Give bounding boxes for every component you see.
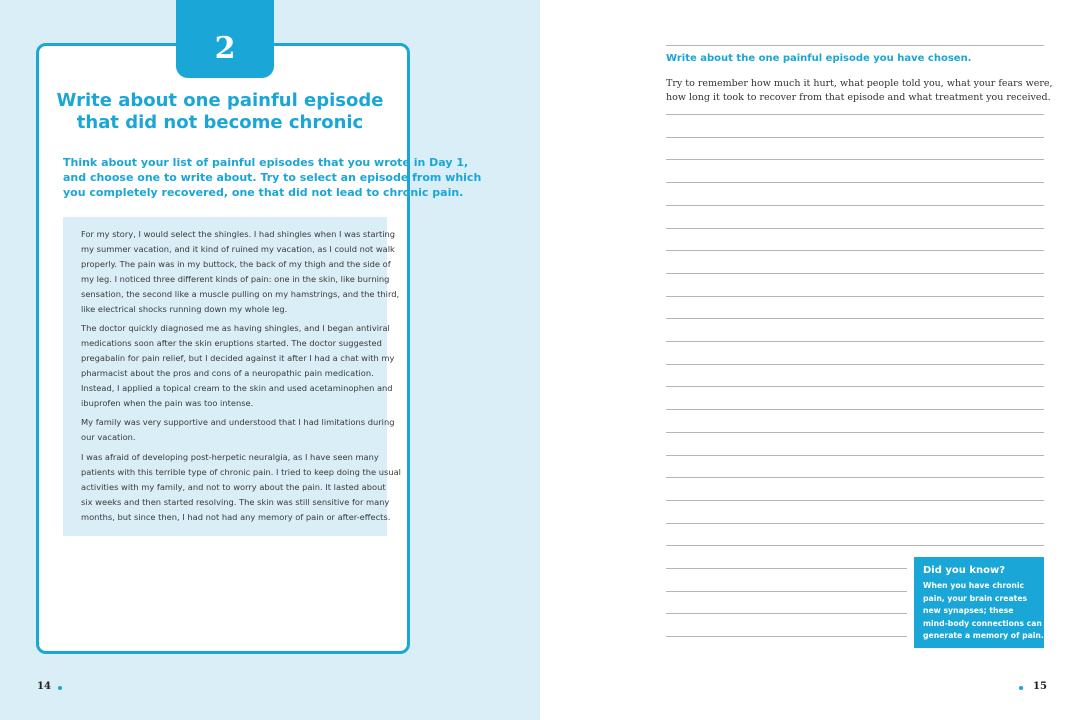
- writing-line: [666, 159, 1044, 160]
- writing-line: [666, 386, 1044, 387]
- story-line: medications soon after the skin eruptions started. The doctor suggested: [81, 338, 382, 348]
- story-line: six weeks and then started resolving. The skin was still sensitive for many: [81, 497, 390, 507]
- story-line: activities with my family, and not to worry about the pain. It lasted about: [81, 482, 386, 492]
- writing-line: [666, 250, 1044, 251]
- writing-line: [666, 273, 1044, 274]
- writing-line: [666, 364, 1044, 365]
- writing-line: [666, 318, 1044, 319]
- exercise-title: [50, 90, 390, 134]
- exercise-intro: [63, 155, 482, 200]
- writing-line: [666, 545, 1044, 546]
- day-number-tab: 2: [176, 0, 274, 78]
- did-you-know-title: Did you know?: [923, 565, 1006, 576]
- writing-line: [666, 296, 1044, 297]
- title-line: that did not become chronic: [76, 112, 364, 133]
- story-paragraph: [81, 227, 400, 317]
- did-you-know-line: mind-body connections can: [923, 618, 1042, 628]
- writing-prompt-text: [666, 77, 1053, 105]
- title-line: Write about one painful episode: [56, 90, 384, 111]
- did-you-know-line: new synapses; these: [923, 606, 1014, 615]
- story-paragraph: [81, 450, 401, 525]
- writing-line: [666, 341, 1044, 342]
- intro-line: you completely recovered, one that did not lead to chronic pain.: [63, 186, 464, 199]
- story-line: pharmacist about the pros and cons of a neuropathic pain medication.: [81, 368, 374, 378]
- story-line: Instead, I applied a topical cream to the skin and used acetaminophen and: [81, 383, 393, 393]
- story-line: ibuprofen when the pain was too intense.: [81, 398, 254, 408]
- page-number-left: 14: [37, 681, 51, 692]
- writing-line: [666, 432, 1044, 433]
- did-you-know-line: generate a memory of pain.: [923, 631, 1044, 640]
- story-line: patients with this terrible type of chronic pain. I tried to keep doing the usual: [81, 467, 401, 477]
- story-line: my leg. I noticed three different kinds of pain: one in the skin, like burning: [81, 274, 390, 284]
- did-you-know-line: When you have chronic: [923, 581, 1025, 590]
- writing-line: [666, 205, 1044, 206]
- story-line: like electrical shocks running down my whole leg.: [81, 304, 288, 314]
- story-line: pregabalin for pain relief, but I decided against it after I had a chat with my: [81, 353, 395, 363]
- story-paragraph: [81, 415, 395, 445]
- did-you-know-box: [914, 557, 1044, 648]
- writing-prompt-heading: Write about the one painful episode you have chosen.: [666, 53, 972, 64]
- writing-line: [666, 500, 1044, 501]
- example-story-box: [63, 217, 401, 536]
- prompt-line: how long it took to recover from that episode and what treatment you received.: [666, 92, 1051, 103]
- intro-line: Think about your list of painful episodes that you wrote in Day 1,: [63, 156, 469, 169]
- story-line: properly. The pain was in my buttock, the back of my thigh and the side of: [81, 259, 391, 269]
- writing-line: [666, 613, 907, 614]
- writing-line: [666, 591, 907, 592]
- writing-line: [666, 409, 1044, 410]
- writing-line: [666, 636, 907, 637]
- writing-line: [666, 477, 1044, 478]
- did-you-know-line: pain, your brain creates: [923, 593, 1028, 603]
- story-line: sensation, the second like a muscle pulling on my hamstrings, and the third,: [81, 289, 400, 299]
- story-line: The doctor quickly diagnosed me as having shingles, and I began antiviral: [81, 323, 390, 333]
- writing-line: [666, 137, 1044, 138]
- story-line: months, but since then, I had not had any memory of pain or after-effects.: [81, 512, 391, 522]
- writing-line: [666, 455, 1044, 456]
- story-line: I was afraid of developing post-herpetic neuralgia, as I have seen many: [81, 452, 379, 462]
- writing-line: [666, 523, 1044, 524]
- writing-line: [666, 568, 907, 569]
- page-dot-left: [58, 686, 62, 690]
- did-you-know-body: [923, 580, 1044, 643]
- story-line: my summer vacation, and it kind of ruined my vacation, as I could not walk: [81, 244, 395, 254]
- intro-line: and choose one to write about. Try to select an episode from which: [63, 171, 482, 184]
- page-number-right: 15: [1033, 681, 1047, 692]
- story-line: For my story, I would select the shingles. I had shingles when I was starting: [81, 229, 396, 239]
- prompt-line: Try to remember how much it hurt, what people told you, what your fears were,: [666, 78, 1053, 89]
- page-dot-right: [1019, 686, 1023, 690]
- writing-line: [666, 228, 1044, 229]
- writing-line: [666, 182, 1044, 183]
- story-line: My family was very supportive and understood that I had limitations during: [81, 417, 395, 427]
- writing-line: [666, 114, 1044, 115]
- top-rule: [666, 45, 1044, 46]
- story-line: our vacation.: [81, 432, 136, 442]
- story-paragraph: [81, 321, 395, 411]
